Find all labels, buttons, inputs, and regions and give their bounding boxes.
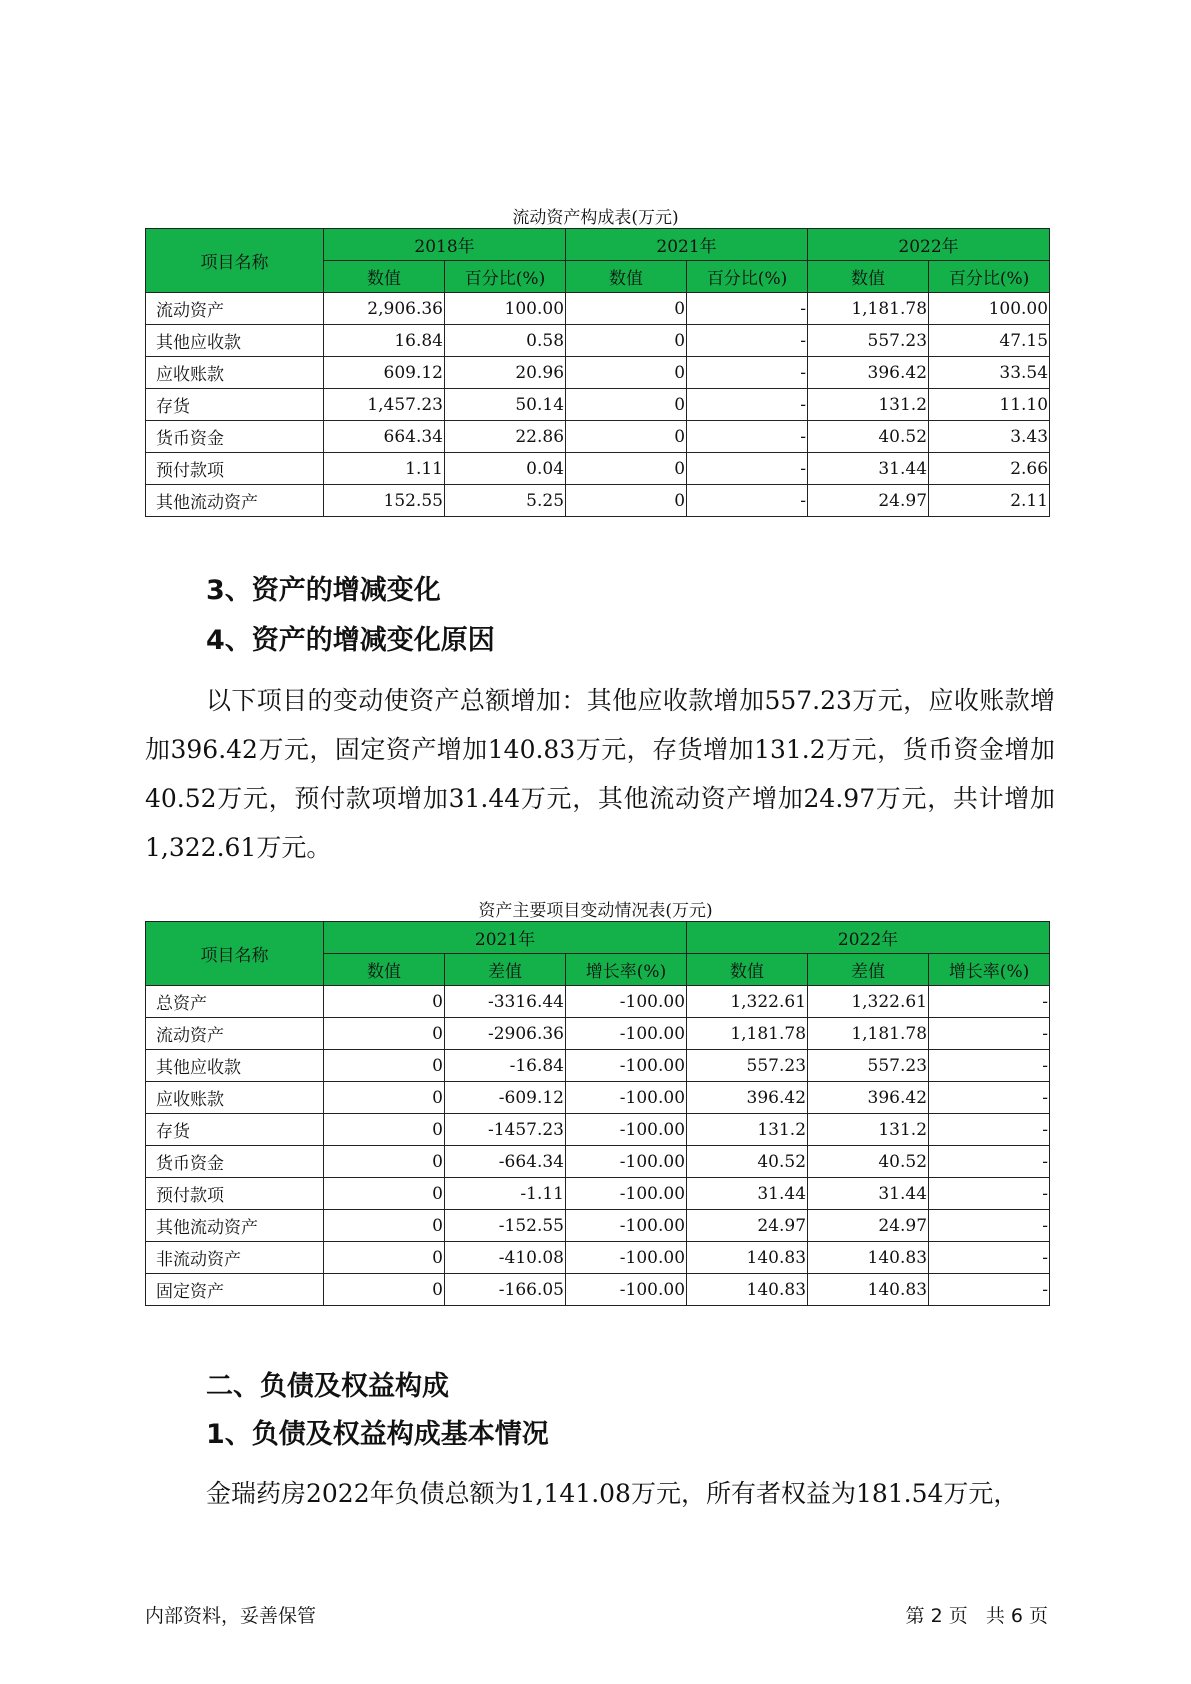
footer-page-number: 第 2 页 共 6 页 [905, 1605, 1048, 1627]
table-cell: 0 [324, 986, 445, 1018]
row-label: 其他流动资产 [146, 485, 324, 517]
table-cell: - [929, 1082, 1050, 1114]
table-cell: -100.00 [566, 1114, 687, 1146]
table-cell: - [687, 325, 808, 357]
table-cell: - [929, 1274, 1050, 1306]
table-row [146, 389, 1050, 421]
table-cell: 0.04 [445, 453, 566, 485]
table-cell: 131.2 [808, 1114, 929, 1146]
table-cell: - [687, 389, 808, 421]
table-cell: 1,181.78 [808, 293, 929, 325]
table-cell: -1457.23 [445, 1114, 566, 1146]
sub-header: 百分比(%) [929, 261, 1050, 293]
table-cell: 24.97 [687, 1210, 808, 1242]
table-cell: - [929, 986, 1050, 1018]
table-cell: 0 [566, 325, 687, 357]
table-cell: 0 [324, 1274, 445, 1306]
table-cell: 24.97 [808, 485, 929, 517]
current-assets-table [145, 228, 1050, 517]
table-cell: -2906.36 [445, 1018, 566, 1050]
table-cell: 100.00 [929, 293, 1050, 325]
table-cell: -609.12 [445, 1082, 566, 1114]
section-heading: 3、资产的增减变化 [206, 575, 441, 606]
row-label: 存货 [146, 1114, 324, 1146]
row-label: 非流动资产 [146, 1242, 324, 1274]
table-cell: - [687, 293, 808, 325]
table-cell: 31.44 [687, 1178, 808, 1210]
table-cell: 140.83 [808, 1274, 929, 1306]
row-label: 其他应收款 [146, 1050, 324, 1082]
table-cell: -100.00 [566, 1178, 687, 1210]
table-row [146, 1082, 1050, 1114]
row-label: 应收账款 [146, 1082, 324, 1114]
table-cell: 0 [324, 1018, 445, 1050]
table-cell: -152.55 [445, 1210, 566, 1242]
table-row [146, 1178, 1050, 1210]
table-cell: 557.23 [808, 325, 929, 357]
table-cell: - [929, 1050, 1050, 1082]
row-label: 总资产 [146, 986, 324, 1018]
table-cell: 22.86 [445, 421, 566, 453]
table-cell: 3.43 [929, 421, 1050, 453]
sub-header: 数值 [808, 261, 929, 293]
table-cell: 664.34 [324, 421, 445, 453]
table-cell: -100.00 [566, 1018, 687, 1050]
table-cell: 2,906.36 [324, 293, 445, 325]
year-header: 2021年 [566, 229, 808, 261]
body-paragraph: 以下项目的变动使资产总额增加：其他应收款增加557.23万元，应收账款增加396.42万元，固定资产增加140.83万元，存货增加131.2万元，货币资金增加40.52万元，预付款项增加31.44万元，其他流动资产增加24.97万元，共计增加1,322.61万元。 [145, 686, 1055, 862]
year-header: 2021年 [324, 922, 687, 954]
sub-header: 差值 [445, 954, 566, 986]
table-cell: 131.2 [808, 389, 929, 421]
table-cell: 1,457.23 [324, 389, 445, 421]
table-cell: 609.12 [324, 357, 445, 389]
sub-header: 增长率(%) [929, 954, 1050, 986]
table-cell: 1,181.78 [687, 1018, 808, 1050]
row-label: 其他应收款 [146, 325, 324, 357]
row-label: 预付款项 [146, 1178, 324, 1210]
section-heading: 二、负债及权益构成 [206, 1371, 449, 1402]
sub-header: 数值 [324, 261, 445, 293]
asset-change-table [145, 921, 1050, 1306]
table-row [146, 485, 1050, 517]
table-row [146, 986, 1050, 1018]
table-cell: -100.00 [566, 1050, 687, 1082]
sub-header: 增长率(%) [566, 954, 687, 986]
table-row [146, 325, 1050, 357]
row-label: 预付款项 [146, 453, 324, 485]
name-header: 项目名称 [146, 922, 324, 986]
table-cell: 16.84 [324, 325, 445, 357]
footer-confidential-note: 内部资料，妥善保管 [145, 1605, 317, 1627]
table-cell: 140.83 [808, 1242, 929, 1274]
table-cell: -16.84 [445, 1050, 566, 1082]
table-cell: 2.11 [929, 485, 1050, 517]
table-cell: 396.42 [808, 357, 929, 389]
table-cell: -100.00 [566, 1082, 687, 1114]
table-cell: 396.42 [808, 1082, 929, 1114]
table-row [146, 1018, 1050, 1050]
table-cell: -166.05 [445, 1274, 566, 1306]
table-row [146, 453, 1050, 485]
table-cell: - [929, 1114, 1050, 1146]
year-header: 2022年 [687, 922, 1050, 954]
table-cell: 0 [566, 485, 687, 517]
table-cell: 0 [566, 421, 687, 453]
row-label: 流动资产 [146, 1018, 324, 1050]
table-cell: 0 [566, 293, 687, 325]
table-cell: -100.00 [566, 986, 687, 1018]
table-row [146, 1114, 1050, 1146]
table-cell: - [929, 1242, 1050, 1274]
row-label: 应收账款 [146, 357, 324, 389]
table-cell: -100.00 [566, 1210, 687, 1242]
row-label: 固定资产 [146, 1274, 324, 1306]
table-cell: - [929, 1210, 1050, 1242]
table-cell: -100.00 [566, 1242, 687, 1274]
row-label: 其他流动资产 [146, 1210, 324, 1242]
table-cell: 140.83 [687, 1242, 808, 1274]
table-cell: 24.97 [808, 1210, 929, 1242]
table-cell: 0 [324, 1114, 445, 1146]
table-cell: - [929, 1178, 1050, 1210]
table-cell: - [687, 485, 808, 517]
row-label: 货币资金 [146, 1146, 324, 1178]
body-paragraph: 金瑞药房2022年负债总额为1,141.08万元，所有者权益为181.54万元， [206, 1479, 1019, 1508]
table-cell: 396.42 [687, 1082, 808, 1114]
year-header: 2018年 [324, 229, 566, 261]
table-cell: - [687, 421, 808, 453]
table-cell: - [929, 1146, 1050, 1178]
table-row [146, 1210, 1050, 1242]
table-cell: -100.00 [566, 1274, 687, 1306]
table-cell: 40.52 [808, 421, 929, 453]
table-cell: 0 [324, 1082, 445, 1114]
table-cell: 40.52 [808, 1146, 929, 1178]
sub-header: 数值 [324, 954, 445, 986]
row-label: 货币资金 [146, 421, 324, 453]
table-cell: 50.14 [445, 389, 566, 421]
table-cell: 100.00 [445, 293, 566, 325]
table-cell: 1,322.61 [687, 986, 808, 1018]
table-row [146, 357, 1050, 389]
table-cell: 11.10 [929, 389, 1050, 421]
table-row [146, 421, 1050, 453]
row-label: 流动资产 [146, 293, 324, 325]
sub-header: 百分比(%) [687, 261, 808, 293]
table-cell: 0 [324, 1178, 445, 1210]
table-row [146, 1242, 1050, 1274]
table-cell: 557.23 [808, 1050, 929, 1082]
table-cell: 131.2 [687, 1114, 808, 1146]
table-cell: -410.08 [445, 1242, 566, 1274]
table-row [146, 293, 1050, 325]
table-cell: 20.96 [445, 357, 566, 389]
table-cell: 0 [566, 453, 687, 485]
table-cell: 47.15 [929, 325, 1050, 357]
table-row [146, 1146, 1050, 1178]
table-cell: 0 [324, 1146, 445, 1178]
sub-header: 差值 [808, 954, 929, 986]
table-cell: - [687, 453, 808, 485]
table-cell: 5.25 [445, 485, 566, 517]
table-cell: 0 [324, 1242, 445, 1274]
table-row [146, 1050, 1050, 1082]
table-cell: 0.58 [445, 325, 566, 357]
table-cell: 0 [324, 1050, 445, 1082]
table-cell: 0 [566, 357, 687, 389]
table-cell: 1,322.61 [808, 986, 929, 1018]
table-cell: 152.55 [324, 485, 445, 517]
sub-header: 数值 [566, 261, 687, 293]
year-header: 2022年 [808, 229, 1050, 261]
table-cell: - [929, 1018, 1050, 1050]
table-cell: 31.44 [808, 1178, 929, 1210]
table-cell: - [687, 357, 808, 389]
table-cell: 40.52 [687, 1146, 808, 1178]
table-cell: 33.54 [929, 357, 1050, 389]
table1-caption: 流动资产构成表(万元) [512, 208, 679, 228]
name-header: 项目名称 [146, 229, 324, 293]
sub-header: 数值 [687, 954, 808, 986]
table-cell: 557.23 [687, 1050, 808, 1082]
sub-header: 百分比(%) [445, 261, 566, 293]
table-row [146, 1274, 1050, 1306]
table-cell: -3316.44 [445, 986, 566, 1018]
table-cell: 1,181.78 [808, 1018, 929, 1050]
row-label: 存货 [146, 389, 324, 421]
table-cell: -100.00 [566, 1146, 687, 1178]
table-cell: 1.11 [324, 453, 445, 485]
table-cell: 140.83 [687, 1274, 808, 1306]
table-cell: -1.11 [445, 1178, 566, 1210]
table2-caption: 资产主要项目变动情况表(万元) [478, 901, 713, 921]
section-heading: 1、负债及权益构成基本情况 [206, 1419, 549, 1450]
table-cell: 2.66 [929, 453, 1050, 485]
section-heading: 4、资产的增减变化原因 [206, 625, 495, 656]
table-cell: 31.44 [808, 453, 929, 485]
table-cell: 0 [566, 389, 687, 421]
table-cell: 0 [324, 1210, 445, 1242]
table-cell: -664.34 [445, 1146, 566, 1178]
